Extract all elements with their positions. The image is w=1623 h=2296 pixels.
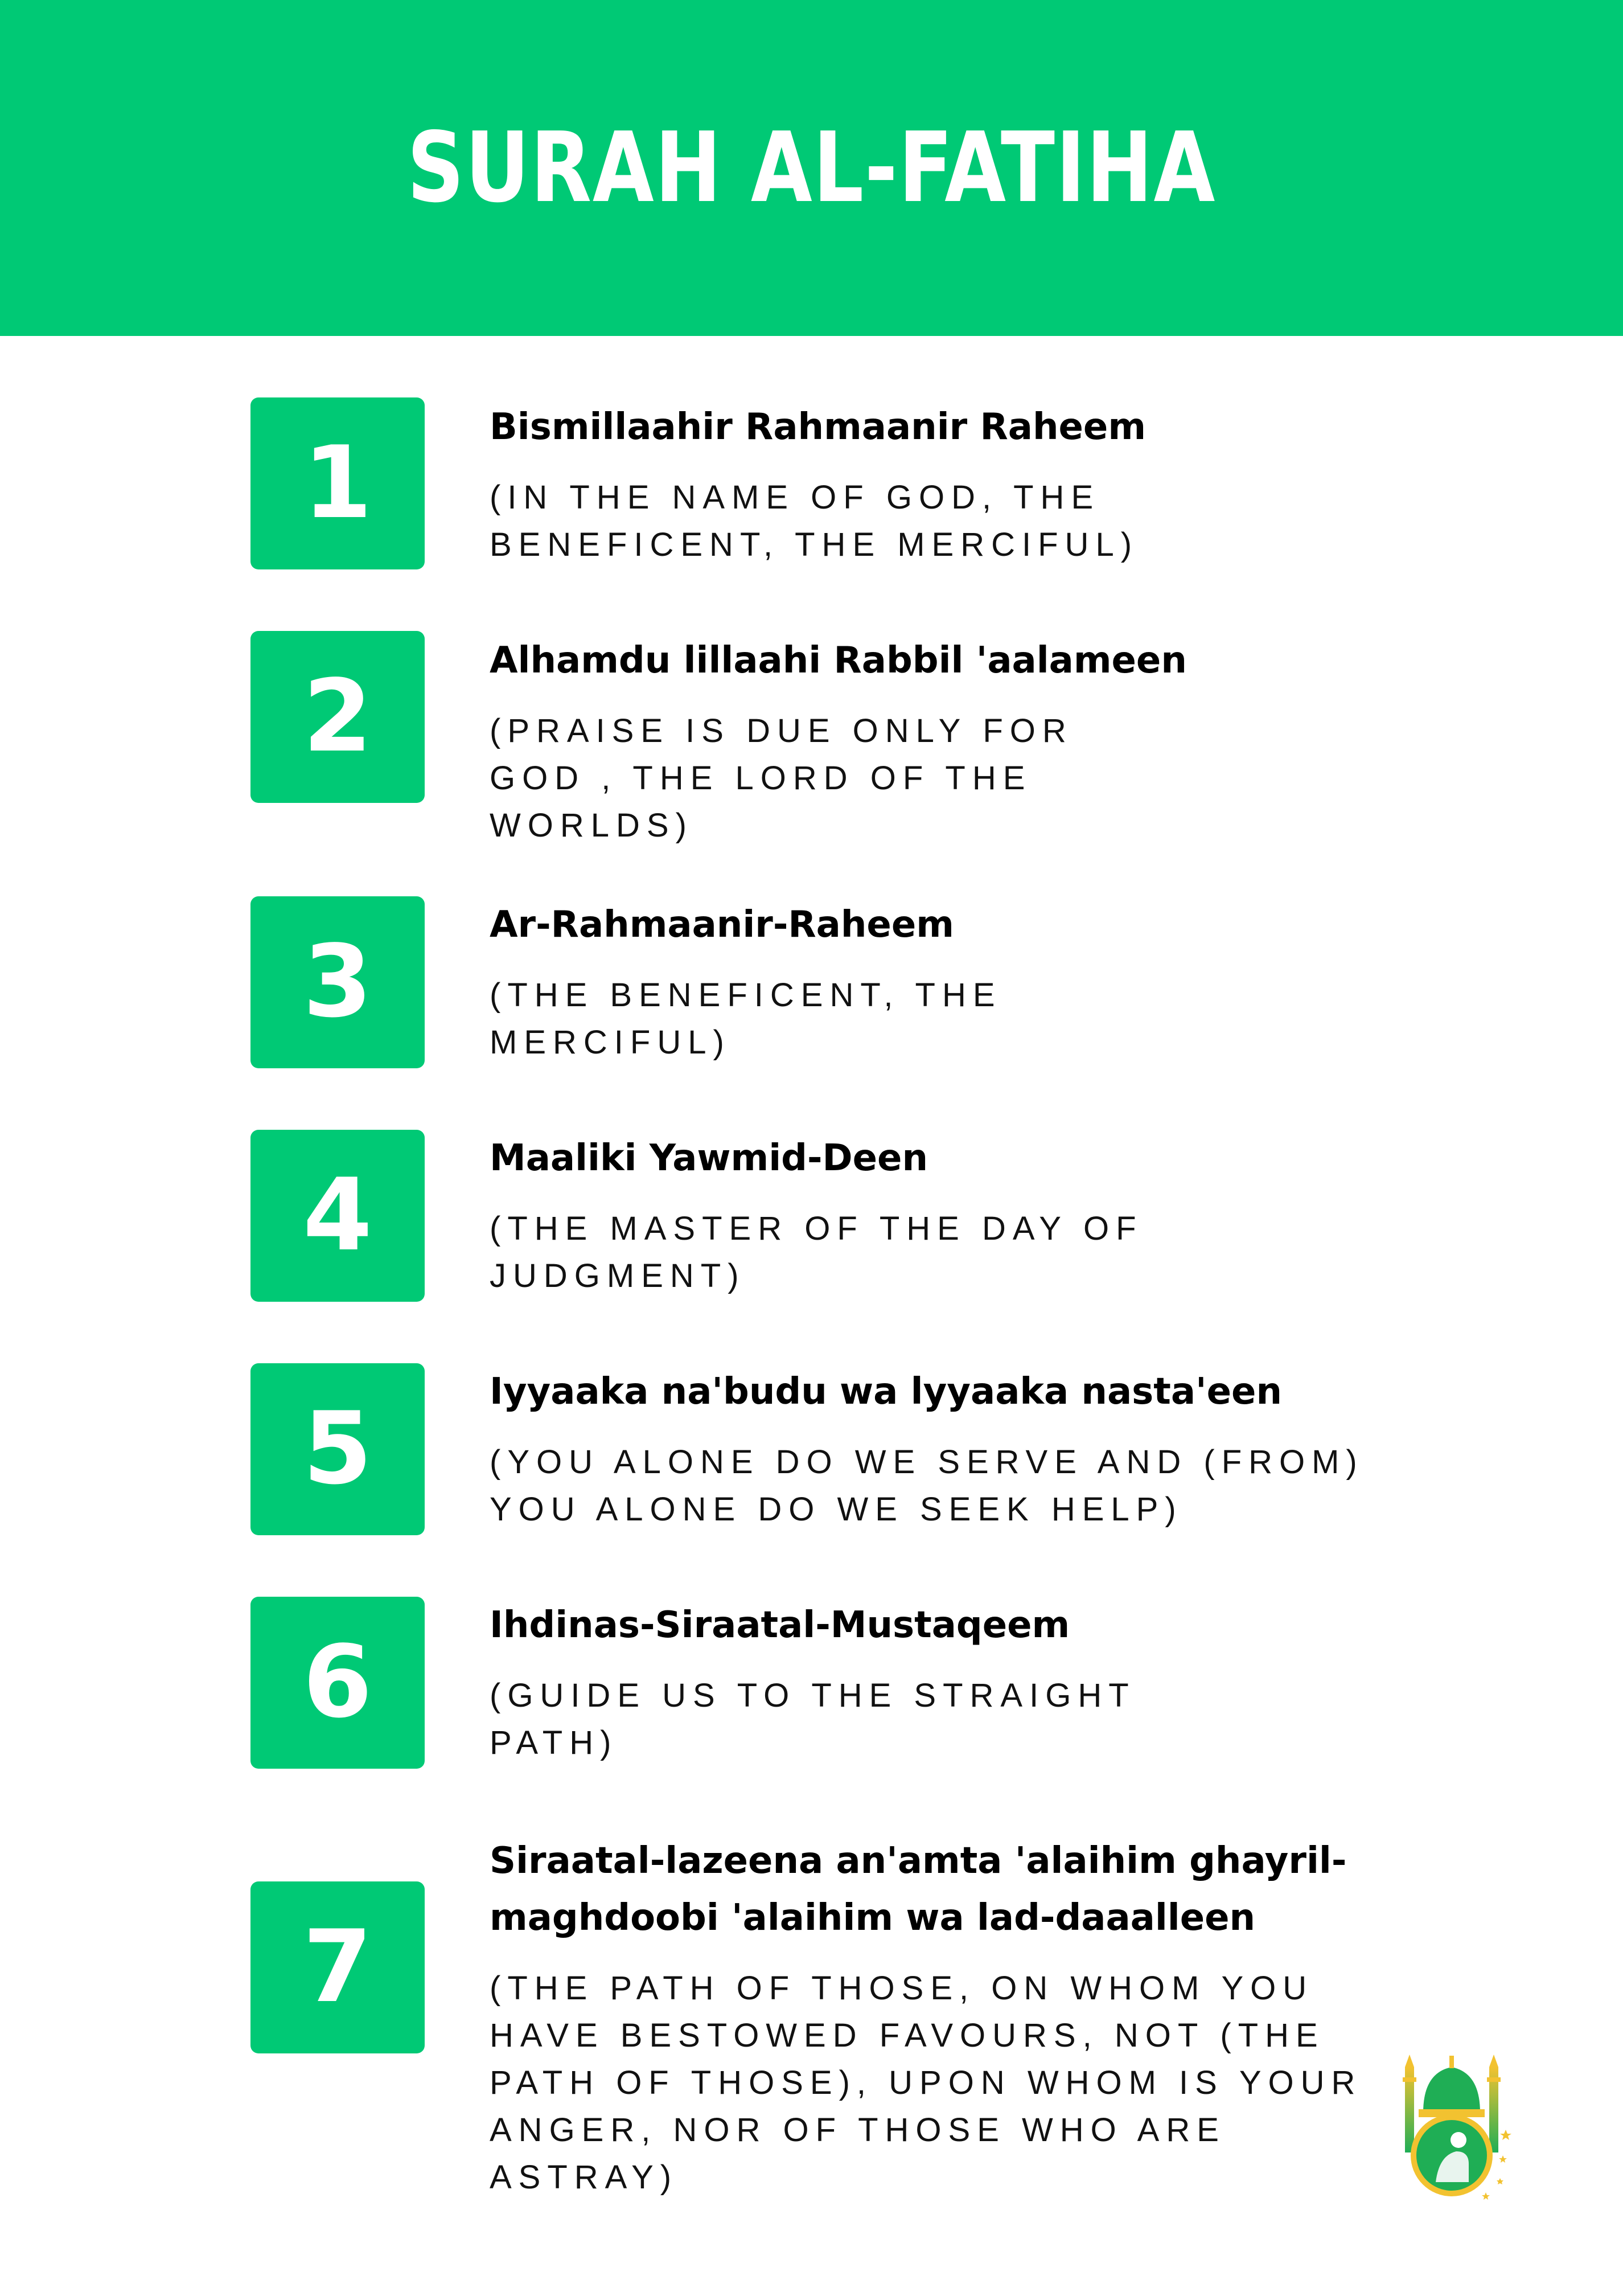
verse-translation: [490, 1205, 1143, 1299]
translation-line: GOD , THE LORD OF THE: [490, 760, 1032, 797]
verse-number-box: [250, 1363, 425, 1535]
translation-line: WORLDS): [490, 807, 693, 844]
translation-line: (THE MASTER OF THE DAY OF: [490, 1210, 1143, 1247]
verse-transliteration: Alhamdu lillaahi Rabbil 'aalameen: [490, 639, 1187, 682]
translation-line: PATH): [490, 1724, 618, 1761]
verse-number: 1: [303, 425, 372, 541]
verse-number: 2: [303, 659, 372, 774]
verse-translation: [490, 1965, 1362, 2201]
translation-line: (GUIDE US TO THE STRAIGHT: [490, 1677, 1136, 1714]
translation-line: BENEFICENT, THE MERCIFUL): [490, 526, 1139, 563]
translation-line: (THE PATH OF THOSE, ON WHOM YOU: [490, 1970, 1314, 2007]
page-title: SURAH AL-FATIHA: [407, 112, 1216, 224]
verse-number-box: [250, 397, 425, 569]
transliteration-line: maghdoobi 'alaihim wa lad-daaalleen: [490, 1897, 1256, 1939]
translation-line: (IN THE NAME OF GOD, THE: [490, 479, 1100, 516]
mosque-prayer-logo-icon: [1389, 2050, 1514, 2209]
verse-translation: [490, 1438, 1364, 1533]
verse-transliteration: Iyyaaka na'budu wa lyyaaka nasta'een: [490, 1371, 1282, 1413]
translation-line: HAVE BESTOWED FAVOURS, NOT (THE: [490, 2017, 1325, 2054]
verse-number: 5: [303, 1391, 372, 1507]
translation-line: (PRAISE IS DUE ONLY FOR: [490, 712, 1073, 749]
verse-number: 6: [303, 1625, 372, 1740]
verse-translation: [490, 1672, 1136, 1766]
translation-line: ASTRAY): [490, 2159, 679, 2196]
translation-line: PATH OF THOSE), UPON WHOM IS YOUR: [490, 2064, 1362, 2101]
verse-number-box: [250, 896, 425, 1068]
verse-number-box: [250, 1130, 425, 1302]
verse-number: 7: [303, 1909, 372, 2025]
translation-line: JUDGMENT): [490, 1257, 746, 1294]
transliteration-line: Siraatal-lazeena an'amta 'alaihim ghayril-: [490, 1840, 1347, 1882]
translation-line: ANGER, NOR OF THOSE WHO ARE: [490, 2112, 1226, 2149]
verse-transliteration: [490, 1832, 1347, 1946]
verse-number-box: [250, 1881, 425, 2053]
translation-line: YOU ALONE DO WE SEEK HELP): [490, 1491, 1183, 1528]
verse-number-box: [250, 1597, 425, 1769]
verse-number: 3: [303, 924, 372, 1040]
verse-translation: [490, 474, 1139, 568]
verse-transliteration: Maaliki Yawmid-Deen: [490, 1137, 928, 1179]
verse-translation: [490, 707, 1073, 849]
verse-transliteration: Ihdinas-Siraatal-Mustaqeem: [490, 1604, 1070, 1646]
verse-number-box: [250, 631, 425, 803]
verse-number: 4: [303, 1158, 372, 1273]
translation-line: MERCIFUL): [490, 1024, 731, 1061]
translation-line: (YOU ALONE DO WE SERVE AND (FROM): [490, 1444, 1364, 1481]
verse-translation: [490, 971, 1002, 1066]
verse-transliteration: Ar-Rahmaanir-Raheem: [490, 904, 954, 946]
header-banner: [0, 0, 1623, 336]
verse-transliteration: Bismillaahir Rahmaanir Raheem: [490, 406, 1146, 448]
translation-line: (THE BENEFICENT, THE: [490, 977, 1002, 1014]
